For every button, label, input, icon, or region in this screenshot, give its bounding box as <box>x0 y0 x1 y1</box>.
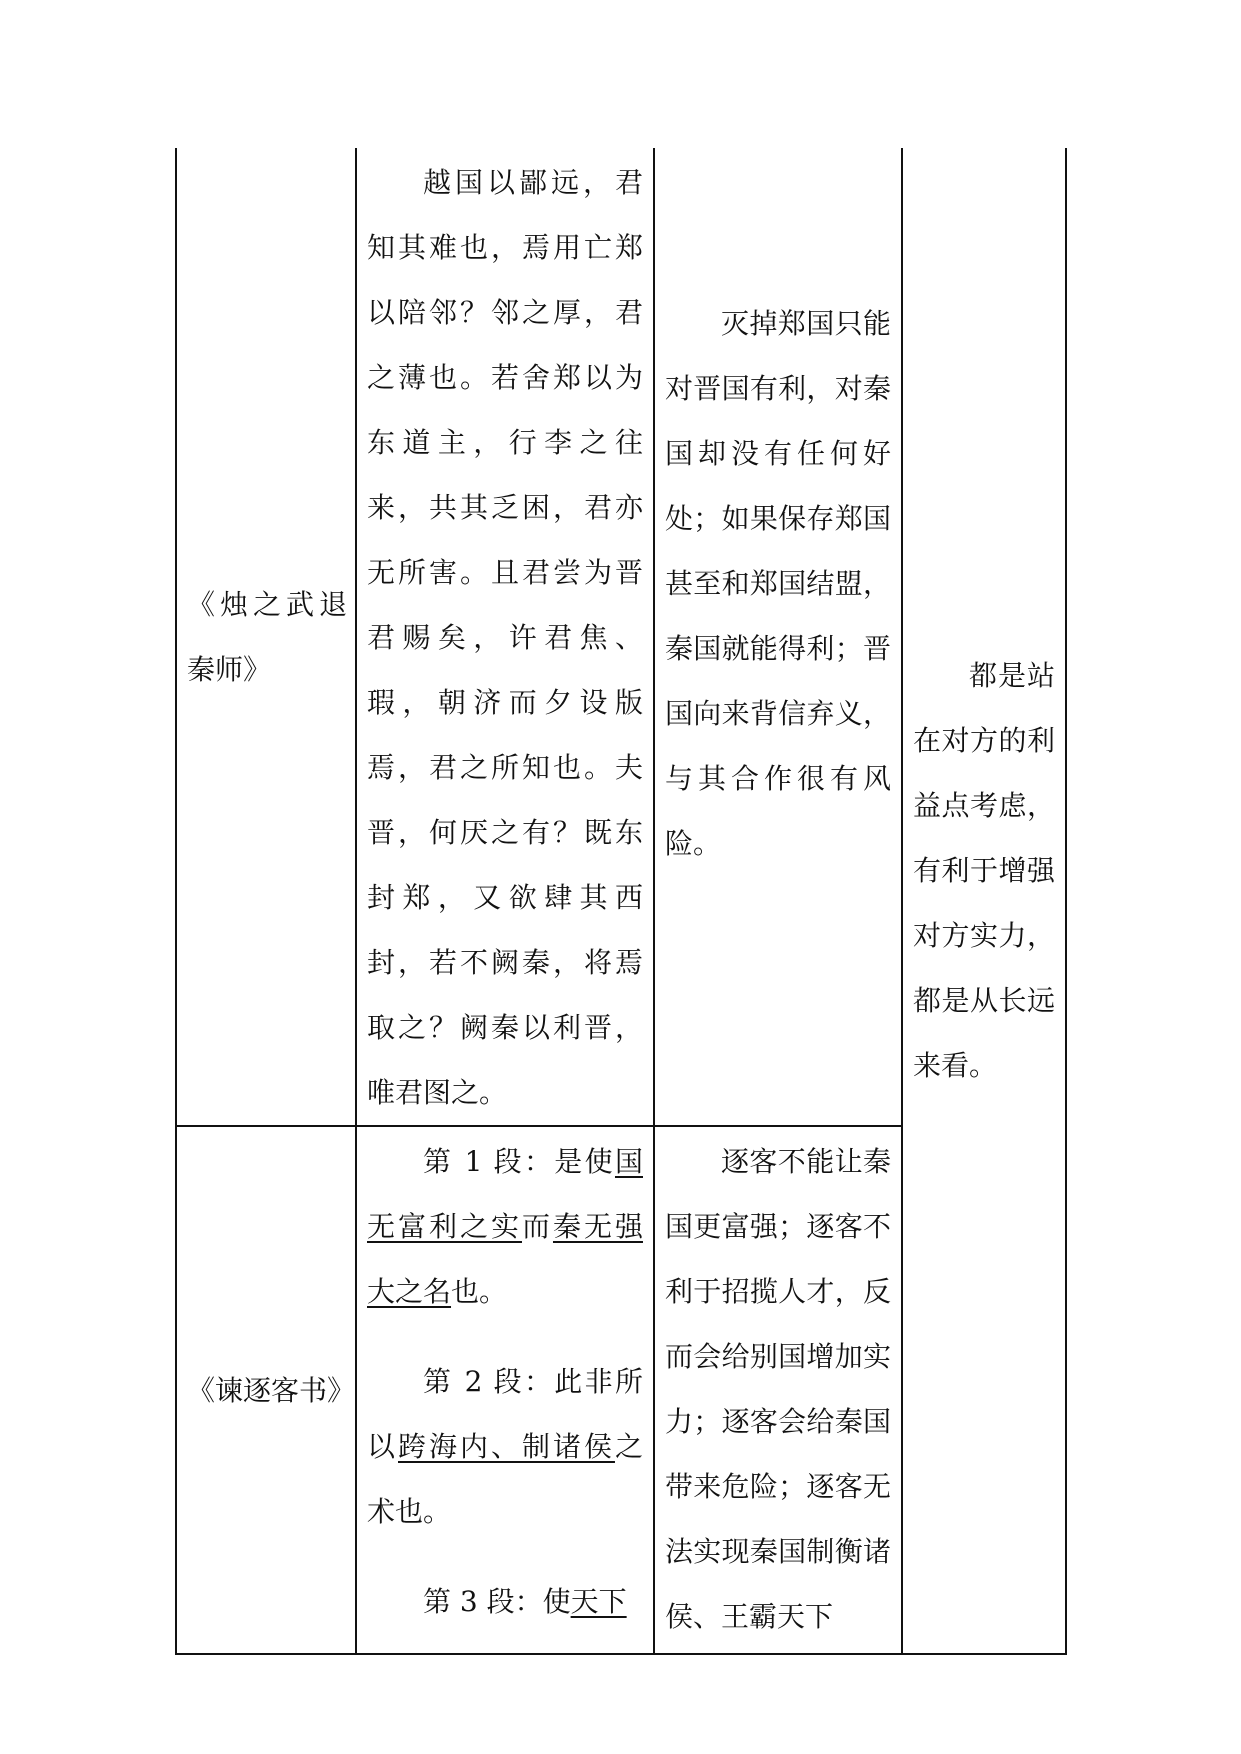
paragraph-text: 而 <box>521 1210 553 1243</box>
analysis-text: 灭掉郑国只能对晋国有利，对秦国却没有任何好处；如果保存郑国甚至和郑国结盟，秦国就能得利；晋国向来背信弃义，与其合作很有风险。 <box>665 307 891 860</box>
paragraph-text: 之术也。 <box>367 1430 643 1528</box>
analysis-cell <box>654 1126 902 1654</box>
text-title-cell <box>176 148 356 1126</box>
quote-text: 越国以鄙远，君知其难也，焉用亡郑以陪邻？邻之厚，君之薄也。若舍郑以为东道主，行李之往来，共其乏困，君亦无所害。且君尝为晋君赐矣，许君焦、瑕，朝济而夕设版焉，君之所知也。夫晋，何厌之有？既东封郑，又欲肆其西封，若不阙秦，将焉取之？阙秦以利晋，唯君图之。 <box>367 166 643 1109</box>
comparison-table <box>175 148 1067 1655</box>
table-row <box>176 148 1066 1126</box>
underlined-phrase: 跨海内、制诸侯 <box>398 1430 615 1463</box>
paragraph-text: 第 3 段：使 <box>423 1585 571 1618</box>
underlined-phrase: 秦无强大之名 <box>367 1210 643 1308</box>
quote-cell <box>356 148 654 1126</box>
summary-cell <box>902 148 1066 1654</box>
text-title: 《烛之武退秦师》 <box>187 587 347 686</box>
paragraph-text: 也。 <box>451 1275 508 1308</box>
analysis-text: 逐客不能让秦国更富强；逐客不利于招揽人才，反而会给别国增加实力；逐客会给秦国带来危险；逐客无法实现秦国制衡诸侯、王霸天下 <box>665 1145 891 1633</box>
summary-text: 都是站在对方的利益点考虑，有利于增强对方实力，都是从长远来看。 <box>913 659 1055 1082</box>
analysis-cell <box>654 148 902 1126</box>
text-title-cell <box>176 1126 356 1654</box>
paragraph-text: 第 2 段：此非所以 <box>367 1365 643 1463</box>
paragraph-text: 第 1 段：是使 <box>423 1145 615 1178</box>
paragraph-2 <box>367 1349 643 1544</box>
quote-cell <box>356 1126 654 1654</box>
paragraph-3 <box>367 1569 643 1634</box>
underlined-phrase: 天下 <box>570 1585 627 1618</box>
text-title: 《谏逐客书》 <box>187 1373 356 1407</box>
underlined-phrase: 国无富利之实 <box>367 1145 643 1243</box>
paragraph-1 <box>367 1129 643 1324</box>
